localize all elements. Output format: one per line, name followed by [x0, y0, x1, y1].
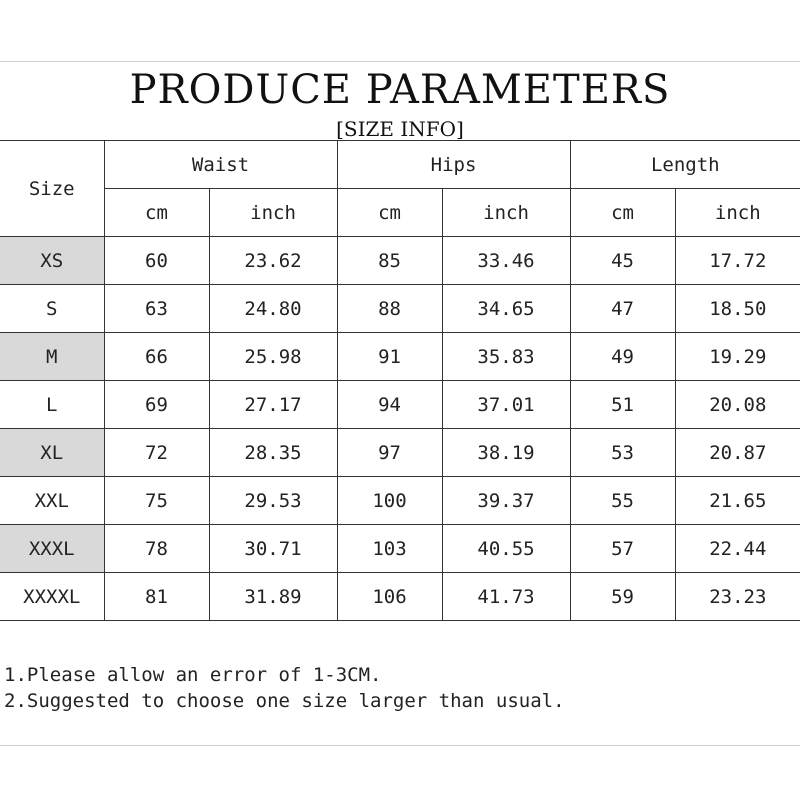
- table-row: [0, 237, 800, 285]
- header-size: Size: [0, 141, 104, 237]
- table-cell: 78: [104, 525, 209, 573]
- table-row: [0, 573, 800, 621]
- table-row: [0, 429, 800, 477]
- size-cell: L: [0, 381, 104, 429]
- unit-header: cm: [570, 189, 675, 237]
- table-cell: 106: [337, 573, 442, 621]
- table-cell: 37.01: [442, 381, 570, 429]
- size-cell: M: [0, 333, 104, 381]
- table-cell: 20.08: [675, 381, 800, 429]
- header-row-groups: [0, 141, 800, 189]
- table-cell: 85: [337, 237, 442, 285]
- table-cell: 18.50: [675, 285, 800, 333]
- size-chart-table: [0, 140, 800, 621]
- table-cell: 17.72: [675, 237, 800, 285]
- table-cell: 28.35: [209, 429, 337, 477]
- table-cell: 38.19: [442, 429, 570, 477]
- table-cell: 41.73: [442, 573, 570, 621]
- table-cell: 39.37: [442, 477, 570, 525]
- note-line: 2.Suggested to choose one size larger than usual.: [4, 690, 565, 712]
- size-cell: XL: [0, 429, 104, 477]
- table-cell: 47: [570, 285, 675, 333]
- unit-header: cm: [337, 189, 442, 237]
- table-cell: 29.53: [209, 477, 337, 525]
- header-length: Length: [570, 141, 800, 189]
- table-cell: 57: [570, 525, 675, 573]
- unit-header: cm: [104, 189, 209, 237]
- table-cell: 20.87: [675, 429, 800, 477]
- page-title: PRODUCE PARAMETERS: [129, 67, 671, 113]
- table-cell: 75: [104, 477, 209, 525]
- table-cell: 72: [104, 429, 209, 477]
- table-cell: 88: [337, 285, 442, 333]
- table-cell: 33.46: [442, 237, 570, 285]
- table-cell: 30.71: [209, 525, 337, 573]
- table-row: [0, 381, 800, 429]
- table-row: [0, 525, 800, 573]
- table-cell: 63: [104, 285, 209, 333]
- unit-header: inch: [209, 189, 337, 237]
- table-cell: 23.23: [675, 573, 800, 621]
- table-cell: 23.62: [209, 237, 337, 285]
- table-cell: 55: [570, 477, 675, 525]
- table-cell: 19.29: [675, 333, 800, 381]
- note-line: 1.Please allow an error of 1-3CM.: [4, 664, 382, 686]
- size-cell: S: [0, 285, 104, 333]
- size-cell: XXL: [0, 477, 104, 525]
- table-cell: 21.65: [675, 477, 800, 525]
- top-divider: [0, 61, 800, 62]
- table-cell: 66: [104, 333, 209, 381]
- table-cell: 24.80: [209, 285, 337, 333]
- header-row-units: [0, 189, 800, 237]
- unit-header: inch: [675, 189, 800, 237]
- table-cell: 40.55: [442, 525, 570, 573]
- table-cell: 103: [337, 525, 442, 573]
- table-row: [0, 477, 800, 525]
- table-cell: 51: [570, 381, 675, 429]
- header-hips: Hips: [337, 141, 570, 189]
- table-cell: 27.17: [209, 381, 337, 429]
- table-cell: 25.98: [209, 333, 337, 381]
- size-cell: XS: [0, 237, 104, 285]
- table-cell: 31.89: [209, 573, 337, 621]
- table-cell: 34.65: [442, 285, 570, 333]
- notes-block: [4, 662, 794, 714]
- table-cell: 59: [570, 573, 675, 621]
- table-cell: 94: [337, 381, 442, 429]
- table-cell: 45: [570, 237, 675, 285]
- table-cell: 49: [570, 333, 675, 381]
- table-cell: 35.83: [442, 333, 570, 381]
- size-cell: XXXXL: [0, 573, 104, 621]
- page-subtitle: [SIZE INFO]: [336, 117, 464, 141]
- table-cell: 91: [337, 333, 442, 381]
- unit-header: inch: [442, 189, 570, 237]
- table-cell: 60: [104, 237, 209, 285]
- table-cell: 22.44: [675, 525, 800, 573]
- table-cell: 53: [570, 429, 675, 477]
- table-cell: 100: [337, 477, 442, 525]
- table-cell: 81: [104, 573, 209, 621]
- bottom-divider: [0, 745, 800, 746]
- table-row: [0, 285, 800, 333]
- table-row: [0, 333, 800, 381]
- header-waist: Waist: [104, 141, 337, 189]
- table-cell: 69: [104, 381, 209, 429]
- table-cell: 97: [337, 429, 442, 477]
- size-cell: XXXL: [0, 525, 104, 573]
